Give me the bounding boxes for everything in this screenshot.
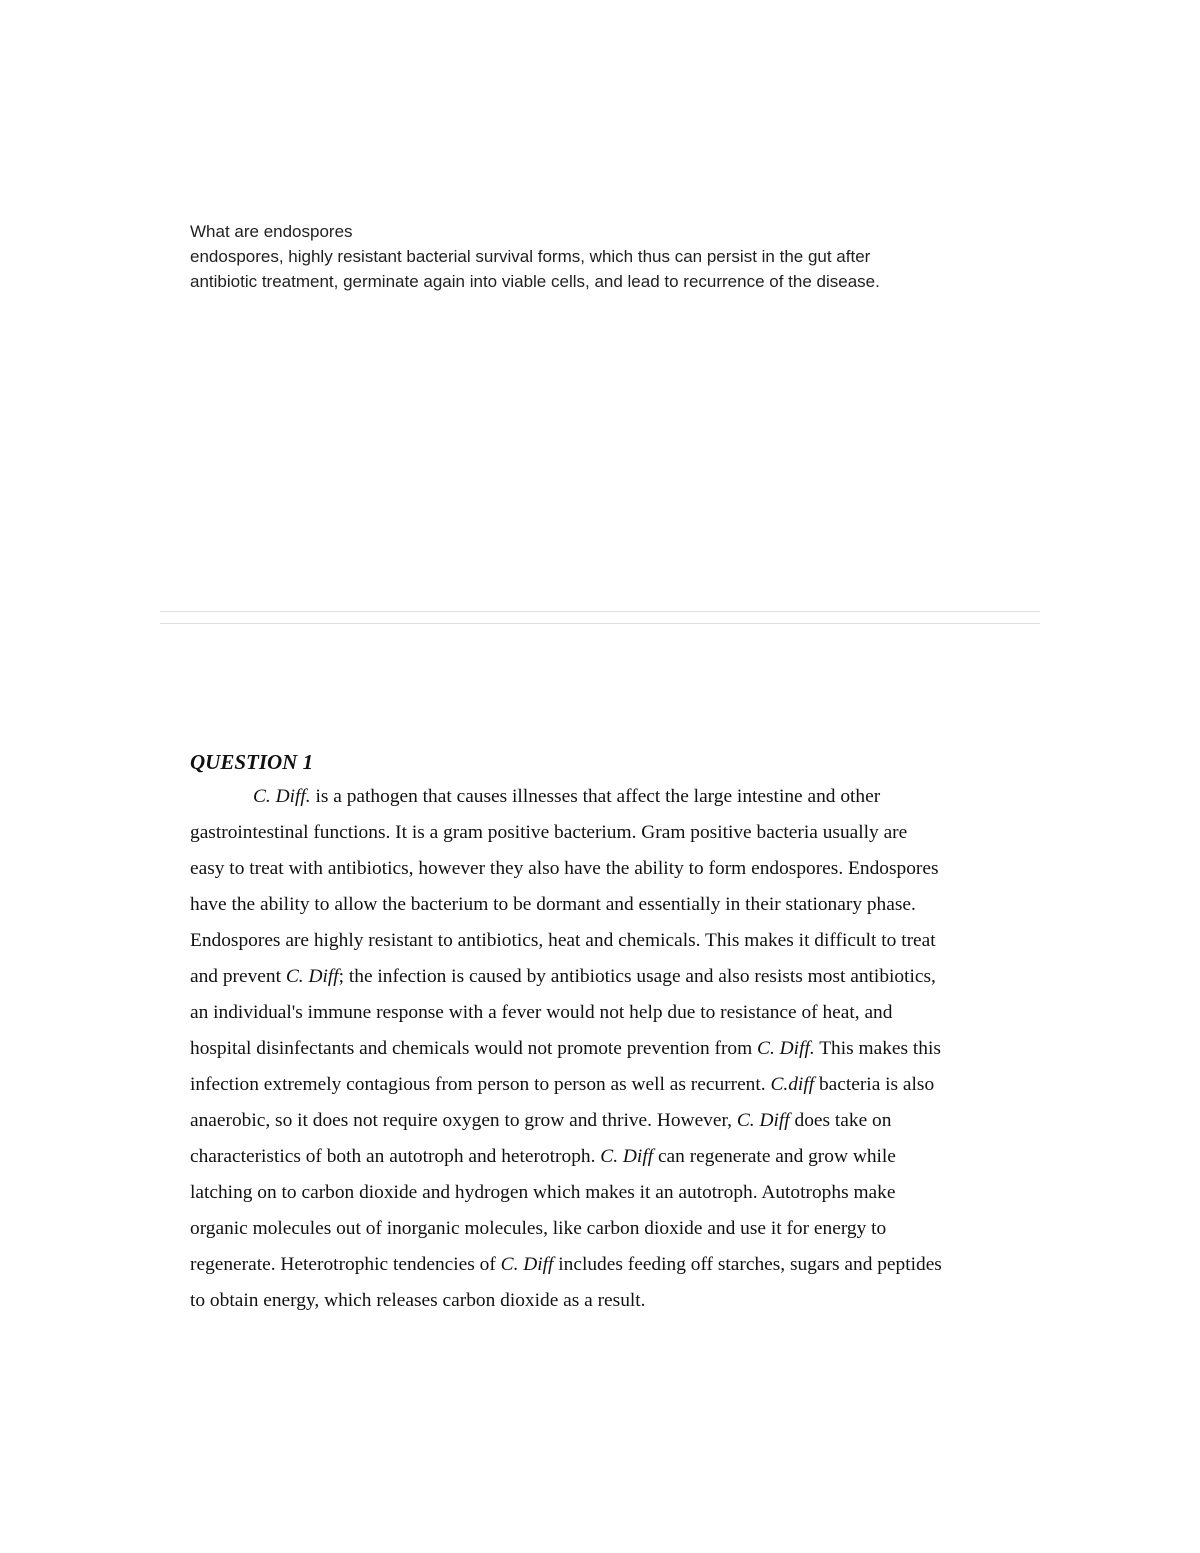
text-run: easy to treat with antibiotics, however they also have the ability to form endospores. Endospores [190, 858, 939, 879]
paragraph-line [190, 1283, 1020, 1319]
paragraph-line [190, 1175, 1020, 1211]
text-run: anaerobic, so it does not require oxygen to grow and thrive. However, [190, 1110, 737, 1131]
answer-line-2: antibiotic treatment, germinate again into viable cells, and lead to recurrence of the disease. [190, 272, 880, 291]
text-run: infection extremely contagious from person to person as well as recurrent. [190, 1074, 771, 1095]
answer-line-1: endospores, highly resistant bacterial survival forms, which thus can persist in the gut after [190, 247, 871, 266]
text-run: can regenerate and grow while [653, 1146, 896, 1167]
text-run: includes feeding off starches, sugars and peptides [553, 1254, 942, 1275]
italic-term: C.diff [770, 1074, 815, 1095]
text-run: is a pathogen that causes illnesses that affect the large intestine and other [310, 786, 881, 807]
question-heading: QUESTION 1 [190, 750, 314, 774]
text-run: have the ability to allow the bacterium to be dormant and essentially in their stationary phase. [190, 894, 916, 915]
italic-term: C. Diff [600, 1146, 654, 1167]
paragraph-line [190, 1139, 1020, 1175]
text-run: does take on [789, 1110, 892, 1131]
paragraph-line [190, 1031, 1020, 1067]
paragraph-line [190, 923, 1020, 959]
paragraph-line [190, 887, 1020, 923]
text-run: regenerate. Heterotrophic tendencies of [190, 1254, 501, 1275]
text-run: latching on to carbon dioxide and hydrogen which makes it an autotroph. Autotrophs make [190, 1182, 896, 1203]
paragraph-line [190, 779, 1020, 815]
paragraph-line [190, 1211, 1020, 1247]
paragraph-line [190, 851, 1020, 887]
italic-term: C. Diff [736, 1110, 790, 1131]
text-run: Endospores are highly resistant to antibiotics, heat and chemicals. This makes it difficult to treat [190, 930, 936, 951]
italic-term: C. Diff. [253, 786, 311, 807]
italic-term: C. Diff [500, 1254, 554, 1275]
paragraph-line [190, 1247, 1020, 1283]
endospores-section [190, 219, 1030, 294]
text-run: hospital disinfectants and chemicals would not promote prevention from [190, 1038, 758, 1059]
italic-term: C. Diff. [757, 1038, 815, 1059]
section-title: What are endospores [190, 222, 353, 241]
text-run: This makes this [814, 1038, 941, 1059]
paragraph-line [190, 1103, 1020, 1139]
text-run: characteristics of both an autotroph and heterotroph. [190, 1146, 601, 1167]
text-run: ; the infection is caused by antibiotics usage and also resists most antibiotics, [338, 966, 936, 987]
text-run: to obtain energy, which releases carbon dioxide as a result. [190, 1290, 646, 1311]
paragraph-line [190, 815, 1020, 851]
italic-term: C. Diff [285, 966, 339, 987]
text-run: an individual's immune response with a fever would not help due to resistance of heat, and [190, 1002, 893, 1023]
text-run: and prevent [190, 966, 286, 987]
page-break-divider [160, 611, 1040, 624]
text-run: gastrointestinal functions. It is a gram positive bacterium. Gram positive bacteria usually are [190, 822, 908, 843]
question-paragraph [190, 779, 1020, 1319]
text-run: bacteria is also [814, 1074, 935, 1095]
question-section [190, 745, 1020, 1319]
paragraph-line [190, 995, 1020, 1031]
text-run: organic molecules out of inorganic molecules, like carbon dioxide and use it for energy to [190, 1218, 887, 1239]
paragraph-line [190, 1067, 1020, 1103]
paragraph-line [190, 959, 1020, 995]
